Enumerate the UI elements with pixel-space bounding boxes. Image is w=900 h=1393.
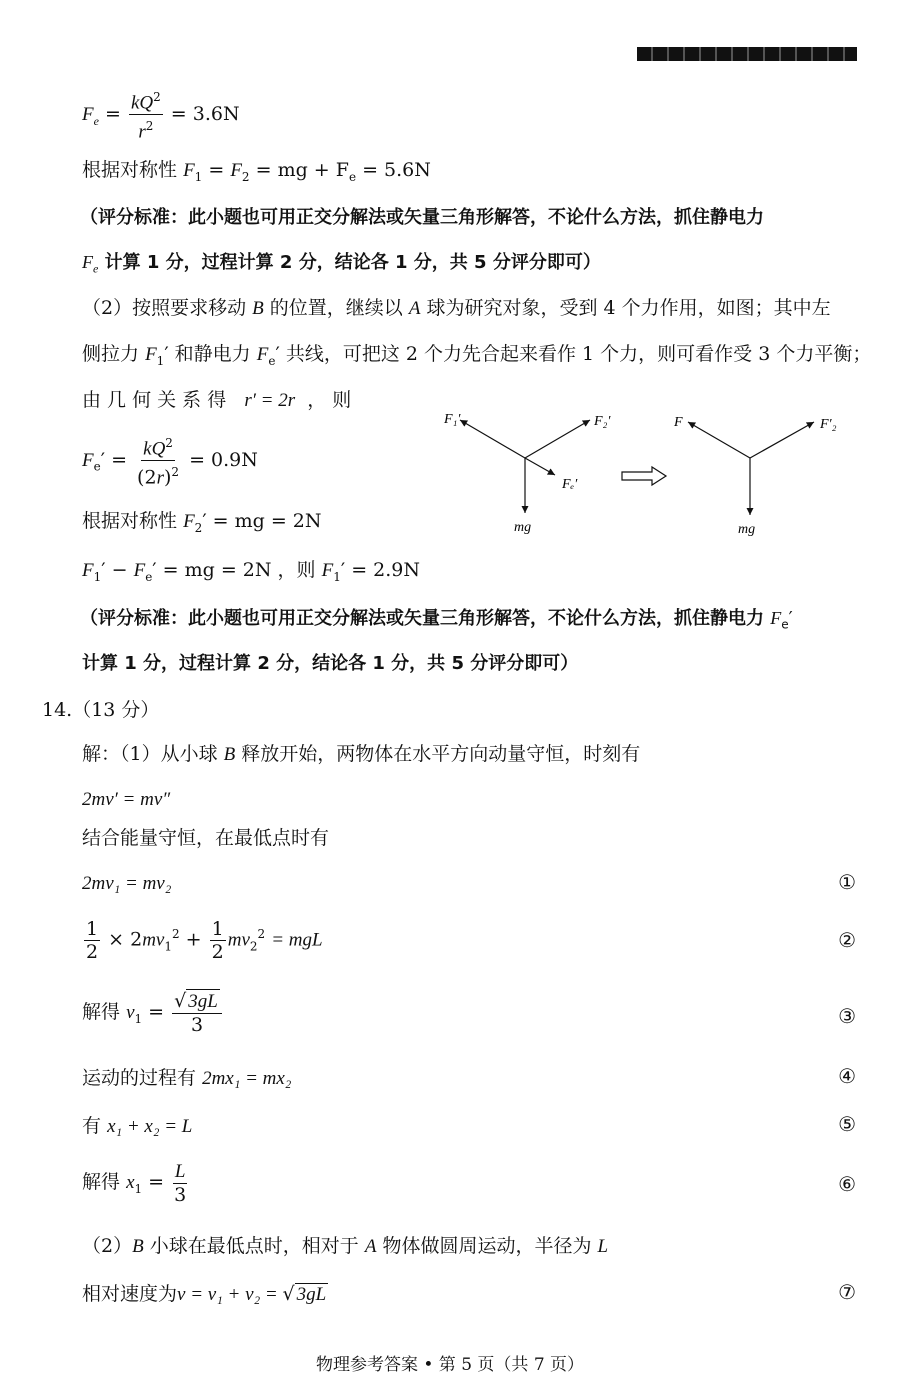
mg-label: mg — [514, 520, 532, 535]
marker-6: ⑥ — [838, 1172, 856, 1196]
fe-formula: $F_e$ = $\frac{kQ^2}{r^2}$ = 3.6N — [82, 86, 240, 144]
page-footer: 物理参考答案 • 第 5 页（共 7 页） — [315, 1355, 585, 1375]
right-force-diagram — [673, 415, 837, 537]
symmetry-line-2: 根据对称性 $F_2'$ = mg = 2N — [82, 510, 322, 535]
fe-prime-formula: $F_e'$ = $\frac{kQ^2}{(2r)^2}$ = 0.9N — [82, 432, 258, 490]
equation-5: 有 x₁ + x₂ = L — [82, 1115, 193, 1137]
grading-note-1a: （评分标准：此小题也可用正交分解法或矢量三角形解答，不论什么方法，抓住静电力 — [80, 207, 764, 228]
f2r-arrow — [750, 422, 814, 458]
f-arrow — [688, 422, 750, 458]
part2-line-1: （2）按照要求移动 B 的位置，继续以 A 球为研究对象，受到 4 个力作用，如图；其中左 — [82, 297, 831, 319]
grading-note-2b: 计算 1 分，过程计算 2 分，结论各 1 分，共 5 分评分即可） — [82, 653, 579, 674]
f1-label: F₁′ — [444, 412, 461, 427]
marker-5: ⑤ — [838, 1112, 856, 1136]
f2r-label: F′₂ — [820, 417, 837, 432]
part2b-line: （2）B 小球在最低点时，相对于 A 物体做圆周运动，半径为 L — [82, 1235, 609, 1257]
equation-3: 解得 $v_1$ = $\frac{√ 3gL}{3}$ — [82, 990, 224, 1036]
grading-note-2a: （评分标准：此小题也可用正交分解法或矢量三角形解答，不论什么方法，抓住静电力 $F_e'$ — [80, 608, 793, 632]
mg-r-label: mg — [738, 522, 756, 537]
energy-intro: 结合能量守恒，在最低点时有 — [82, 827, 330, 849]
f-label: F — [674, 415, 683, 430]
left-force-diagram — [443, 412, 611, 535]
symmetry-line-1: 根据对称性 $F_1 = F_2$ = mg + $F_e = 5.6N$ — [82, 159, 431, 184]
part2-line-2: 侧拉力 $F_1'$ 和静电力 $F_e'$ 共线，可把这 2 个力先合起来看作 1 个力，则可看作受 3 个力平衡； — [82, 343, 872, 368]
momentum-equation: 2mv′ = mv″ — [82, 789, 171, 810]
f2-label: F₂′ — [594, 414, 611, 429]
relative-velocity-line: 相对速度为v = v₁ + v₂ = √ 3gL — [82, 1283, 327, 1305]
marker-2: ② — [838, 928, 856, 952]
equivalence-arrow — [622, 467, 666, 485]
geometry-line: 由 几 何 关 系 得 r′ = 2r ， 则 — [82, 389, 352, 411]
question-14-title: 14.（13 分） — [42, 699, 160, 721]
equation-4: 运动的过程有 2mx₁ = mx₂ — [82, 1067, 292, 1089]
marker-1: ① — [838, 870, 856, 894]
marker-4: ④ — [838, 1064, 856, 1088]
fe-label: Fₑ′ — [562, 477, 578, 492]
f1-arrow — [460, 420, 525, 458]
difference-line: $F_1' - F_e'$ = mg = 2N ，则 $F_1' = 2.9N$ — [82, 559, 421, 584]
fe-arrow — [525, 458, 555, 475]
grading-note-1b: $F_e$ 计算 1 分，过程计算 2 分，结论各 1 分，共 5 分评分即可） — [82, 252, 601, 276]
q14-solution-intro: 解：（1）从小球 B 释放开始，两物体在水平方向动量守恒，时刻有 — [82, 743, 641, 765]
equation-2: $\frac{1}{2}$ × $2mv_1^2$ + $\frac{1}{2}$ $mv_2^2$ = mgL — [86, 918, 323, 963]
equation-6: 解得 $x_1$ = $\frac{L}{3}$ — [82, 1161, 187, 1206]
marker-7: ⑦ — [838, 1280, 856, 1304]
force-diagram — [430, 395, 850, 545]
header-code-bar — [637, 47, 857, 61]
equation-1: 2mv₁ = mv₂ — [82, 873, 172, 894]
marker-3: ③ — [838, 1004, 856, 1028]
f2-arrow — [525, 420, 590, 458]
